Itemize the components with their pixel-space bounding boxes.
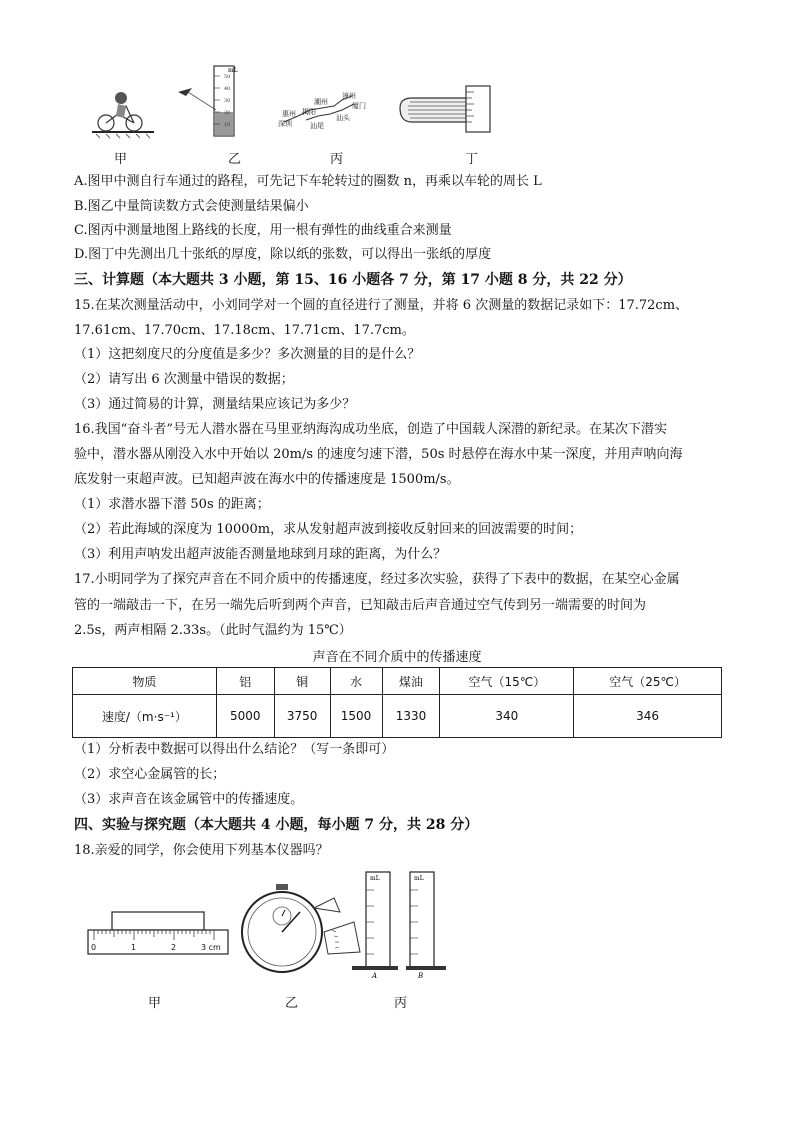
- table-header: 铝: [216, 668, 274, 695]
- figure-caption-bing: 丙: [330, 152, 344, 167]
- q16-part-2: （2）若此海域的深度为 10000m，求从发射超声波到接收反射回来的回波需要的时间；: [74, 522, 583, 537]
- graduated-cylinder-figure: [176, 62, 242, 140]
- table-header: 空气（25℃）: [574, 668, 722, 695]
- q17-part-2: （2）求空心金属管的长；: [74, 767, 226, 782]
- q15-part-2: （2）请写出 6 次测量中错误的数据；: [74, 372, 294, 387]
- table-title: 声音在不同介质中的传播速度: [312, 650, 482, 665]
- q15-stem-line-2: 17.61cm、17.70cm、17.18cm、17.71cm、17.7cm。: [74, 323, 415, 338]
- section-3-title: 三、计算题（本大题共 3 小题，第 15、16 小题各 7 分，第 17 小题 8 分，共 22 分）: [74, 272, 632, 288]
- option-d: D.图丁中先测出几十张纸的厚度，除以纸的张数，可以得出一张纸的厚度: [74, 247, 492, 262]
- table-header-row: [73, 668, 722, 695]
- table-cell: 3750: [274, 695, 330, 738]
- option-a: A.图甲中测自行车通过的路程，可先记下车轮转过的圈数 n，再乘以车轮的周长 L: [74, 174, 542, 189]
- bicycle-figure: [88, 84, 158, 140]
- table-cell: 5000: [216, 695, 274, 738]
- figure-caption-jia: 甲: [114, 152, 128, 167]
- svg-text:惠州: 惠州: [282, 110, 296, 118]
- map-route-figure: [276, 90, 372, 132]
- q16-stem-line-1: 16.我国“奋斗者”号无人潜水器在马里亚纳海沟成功坐底，创造了中国载人深潜的新纪录。在某次下潜实: [74, 422, 667, 437]
- svg-text:1: 1: [131, 943, 137, 952]
- q17-stem-line-2: 管的一端敲击一下，在另一端先后听到两个声音，已知敲击后声音通过空气传到另一端需要的时间为: [74, 598, 647, 613]
- svg-text:50: 50: [224, 74, 231, 80]
- cylinder-b-unit: mL: [414, 875, 424, 882]
- q17-stem-line-1: 17.小明同学为了探究声音在不同介质中的传播速度，经过多次实验，获得了下表中的数据，在某空心金属: [74, 572, 680, 587]
- table-header: 水: [330, 668, 382, 695]
- q17-part-1: （1）分析表中数据可以得出什么结论？（写一条即可）: [74, 742, 395, 757]
- stopwatch-figure: [236, 882, 368, 978]
- q16-stem-line-2: 验中，潜水器从刚没入水中开始以 20m/s 的速度匀速下潜，50s 时悬停在海水中某一深度，并用声呐向海: [74, 447, 683, 462]
- q18-caption-bing: 丙: [394, 996, 408, 1011]
- svg-text:厦门: 厦门: [352, 102, 366, 110]
- table-header: 空气（15℃）: [440, 668, 574, 695]
- table-cell: 346: [574, 695, 722, 738]
- cylinder-b-label: B: [418, 972, 424, 978]
- q15-part-1: （1）这把刻度尺的分度值是多少？多次测量的目的是什么？: [74, 347, 421, 362]
- q17-part-3: （3）求声音在该金属管中的传播速度。: [74, 792, 304, 807]
- option-b: B.图乙中量筒读数方式会使测量结果偏小: [74, 199, 309, 214]
- svg-text:漳州: 漳州: [342, 92, 356, 100]
- paper-stack-figure: [396, 80, 500, 136]
- table-cell: 340: [440, 695, 574, 738]
- option-c: C.图丙中测量地图上路线的长度，用一根有弹性的曲线重合来测量: [74, 223, 452, 238]
- q18-stem: 18.亲爱的同学，你会使用下列基本仪器吗？: [74, 843, 329, 858]
- q16-part-1: （1）求潜水器下潜 50s 的距离；: [74, 497, 270, 512]
- figure-caption-yi: 乙: [228, 152, 242, 167]
- svg-text:深圳: 深圳: [278, 120, 292, 128]
- table-row-label: 速度/（m·s⁻¹）: [73, 695, 217, 738]
- svg-text:10: 10: [224, 122, 231, 128]
- svg-text:40: 40: [224, 86, 231, 92]
- q15-stem-line-1: 15.在某次测量活动中，小刘同学对一个圆的直径进行了测量，并将 6 次测量的数据记录如下：17.72cm、: [74, 298, 689, 313]
- cylinders-figure: [350, 866, 450, 978]
- table-header: 煤油: [382, 668, 440, 695]
- svg-text:2: 2: [171, 943, 177, 952]
- q17-stem-line-3: 2.5s，两声相隔 2.33s。（此时气温约为 15℃）: [74, 623, 352, 638]
- section-4-title: 四、实验与探究题（本大题共 4 小题，每小题 7 分，共 28 分）: [74, 817, 479, 833]
- svg-text:0: 0: [91, 943, 97, 952]
- q16-part-3: （3）利用声呐发出超声波能否测量地球到月球的距离，为什么？: [74, 547, 447, 562]
- table-cell: 1330: [382, 695, 440, 738]
- cylinder-unit: mL: [228, 67, 238, 74]
- q15-part-3: （3）通过简易的计算，测量结果应该记为多少？: [74, 397, 356, 412]
- q18-caption-yi: 乙: [285, 996, 299, 1011]
- ruler-figure: [84, 908, 234, 960]
- svg-text:30: 30: [224, 98, 231, 104]
- svg-text:汕尾: 汕尾: [310, 122, 324, 130]
- svg-text:汕头: 汕头: [336, 114, 350, 122]
- cylinder-a-label: A: [372, 972, 378, 978]
- svg-text:揭阳: 揭阳: [302, 108, 316, 116]
- table-header: 铜: [274, 668, 330, 695]
- figure-caption-ding: 丁: [465, 152, 479, 167]
- svg-text:20: 20: [224, 110, 231, 116]
- q16-stem-line-3: 底发射一束超声波。已知超声波在海水中的传播速度是 1500m/s。: [74, 472, 460, 487]
- sound-speed-table: [72, 667, 722, 738]
- table-header: 物质: [73, 668, 217, 695]
- q18-caption-jia: 甲: [148, 996, 162, 1011]
- table-row: [73, 695, 722, 738]
- cylinder-a-unit: mL: [370, 875, 380, 882]
- svg-text:3 cm: 3 cm: [201, 943, 221, 952]
- svg-text:潮州: 潮州: [314, 98, 328, 106]
- table-cell: 1500: [330, 695, 382, 738]
